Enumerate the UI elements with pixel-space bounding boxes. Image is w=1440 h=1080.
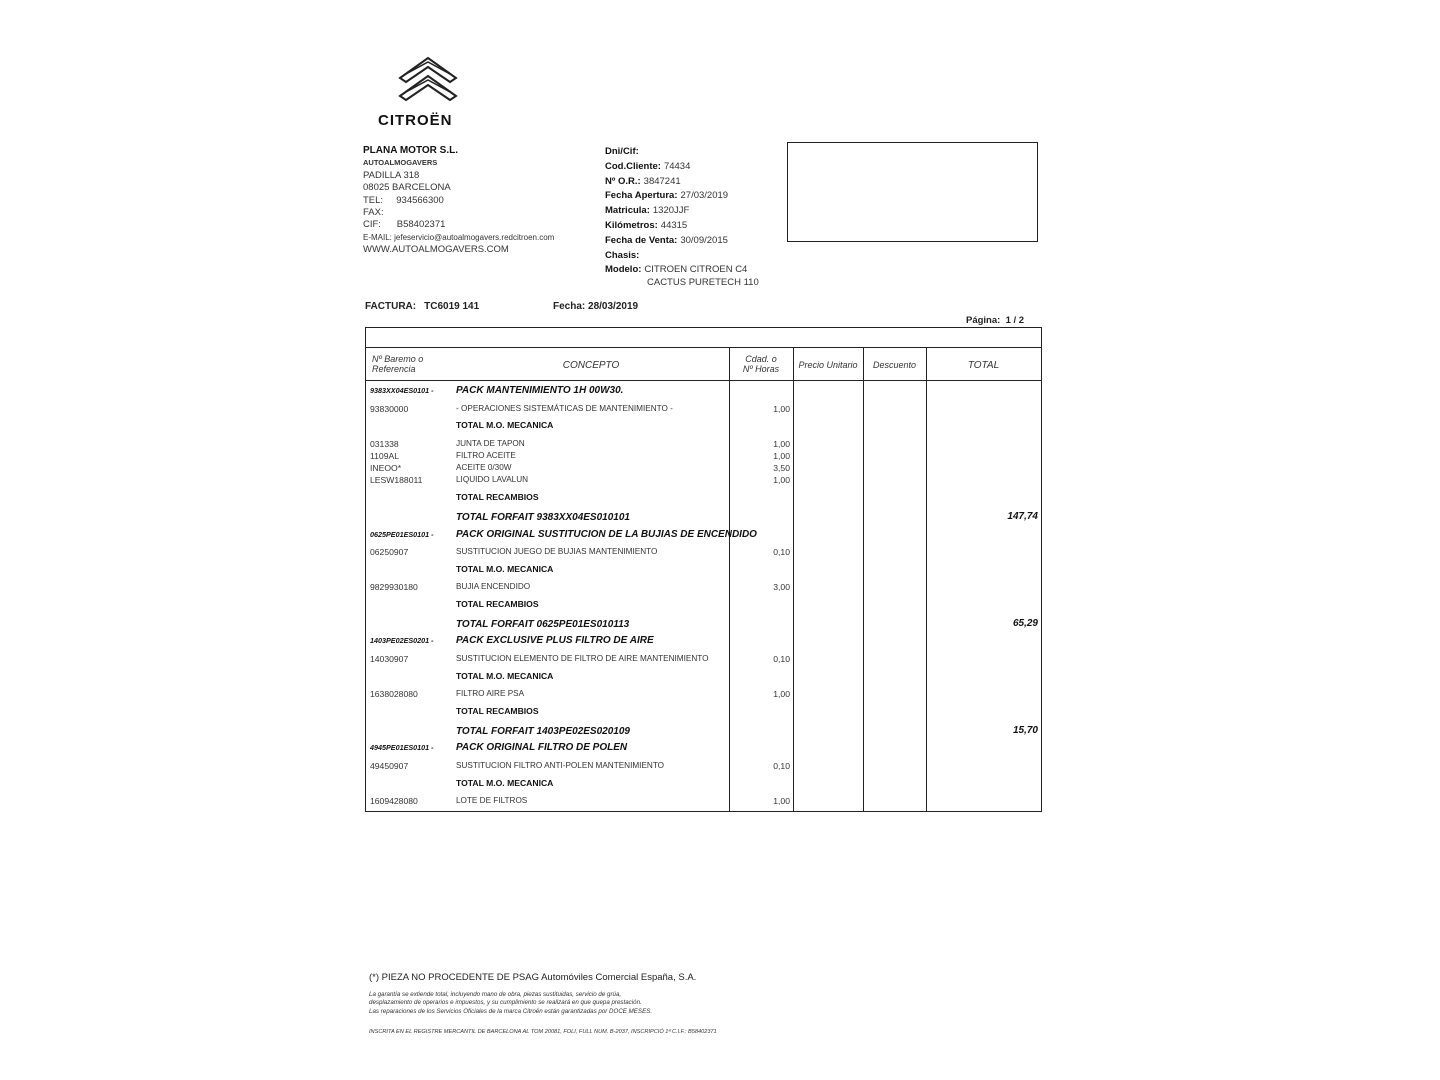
row-concept: TOTAL M.O. MECANICA [456, 671, 554, 681]
invoice-table [365, 327, 1042, 812]
citroen-double-chevron-icon [372, 52, 484, 112]
vehicle-field: Cod.Cliente: 74434 [605, 160, 691, 172]
company-address2: 08025 BARCELONA [363, 182, 451, 194]
row-reference: 0625PE01ES0101 - [370, 530, 434, 539]
row-quantity: 1,00 [773, 404, 790, 414]
customer-address-box [787, 142, 1038, 242]
row-reference: 1609428080 [370, 796, 418, 806]
vehicle-field: Dni/Cif: [605, 146, 639, 157]
row-concept: FILTRO AIRE PSA [456, 689, 525, 698]
header-ref: Nº Baremo o Referencia [372, 354, 424, 374]
header-precio: Precio Unitario [798, 360, 858, 370]
company-address1: PADILLA 318 [363, 169, 420, 181]
col-divider [926, 348, 927, 811]
company-tel: TEL: 934566300 [363, 194, 444, 206]
company-web: WWW.AUTOALMOGAVERS.COM [363, 244, 509, 256]
row-concept: TOTAL M.O. MECANICA [456, 420, 554, 430]
vehicle-field: Fecha de Venta: 30/09/2015 [605, 234, 728, 246]
row-quantity: 1,00 [773, 796, 790, 806]
dealer-name: AUTOALMOGAVERS [363, 158, 438, 168]
row-concept: TOTAL RECAMBIOS [456, 492, 539, 502]
row-concept: JUNTA DE TAPON [456, 439, 525, 448]
company-cif: CIF: B58402371 [363, 219, 446, 231]
table-top-band [366, 328, 1041, 348]
vehicle-info [605, 145, 759, 288]
vehicle-field: Modelo: CITROEN CITROEN C4 [605, 264, 748, 276]
row-quantity: 3,50 [773, 463, 790, 473]
page-indicator: Página: 1 / 2 [966, 315, 1025, 326]
brand-name: CITROËN [378, 112, 453, 129]
row-quantity: 1,00 [773, 689, 790, 699]
header-qty: Cdad. o Nº Horas [742, 354, 780, 374]
header-descuento: Descuento [872, 360, 917, 370]
col-divider [793, 348, 794, 811]
footer-note: (*) PIEZA NO PROCEDENTE DE PSAG Automóviles Comercial España, S.A. [369, 972, 697, 983]
company-name: PLANA MOTOR S.L. [363, 145, 458, 156]
row-total: 15,70 [1012, 725, 1038, 736]
row-reference: LESW188011 [370, 475, 423, 485]
row-concept: LOTE DE FILTROS [456, 796, 528, 805]
row-concept: TOTAL RECAMBIOS [456, 706, 539, 716]
company-email: E-MAIL: jefeservicio@autoalmogavers.redcitroen.com [363, 232, 555, 242]
footer-registry: INSCRITA EN EL REGISTRE MERCANTIL DE BARCELONA AL TOM 20081, FOLI, FULL NUM. B-2037, INSCRIPCIÓ 1ª C.I.F.: B58402371 [369, 1029, 717, 1035]
row-concept: TOTAL M.O. MECANICA [456, 778, 554, 788]
invoice-date: Fecha: 28/03/2019 [553, 301, 639, 312]
row-concept: TOTAL FORFAIT 0625PE01ES010113 [456, 619, 630, 630]
row-reference: 14030907 [370, 654, 409, 664]
row-reference: 1638028080 [370, 689, 418, 699]
row-concept: LIQUIDO LAVALUN [456, 475, 529, 484]
row-concept: - OPERACIONES SISTEMÁTICAS DE MANTENIMIENTO - [456, 404, 673, 413]
row-reference: 1403PE02ES0201 - [370, 636, 434, 645]
row-concept: SUSTITUCION ELEMENTO DE FILTRO DE AIRE MANTENIMIENTO [456, 654, 709, 663]
vehicle-field: Fecha Apertura: 27/03/2019 [605, 190, 729, 202]
row-reference: 93830000 [370, 404, 409, 414]
row-quantity: 1,00 [773, 451, 790, 461]
header-total: TOTAL [967, 360, 1000, 371]
row-quantity: 1,00 [773, 439, 790, 449]
row-concept: SUSTITUCION JUEGO DE BUJIAS MANTENIMIENTO [456, 547, 658, 556]
row-concept: TOTAL FORFAIT 1403PE02ES020109 [456, 726, 630, 737]
col-divider [863, 348, 864, 811]
row-quantity: 0,10 [773, 761, 790, 771]
row-concept: BUJIA ENCENDIDO [456, 582, 531, 591]
row-reference: 9829930180 [370, 582, 418, 592]
table-header-divider [366, 380, 1041, 381]
company-info [363, 145, 554, 257]
footer-legal: La garantía se extiende total, incluyendo mano de obra, piezas sustituidas, servicio de grúa, desplazamiento de operarios e impuestos, y su cumplimiento se realizará en que quepa prestación. Las reparaciones de los Servicios Oficiales de la marca Citroën están garantizadas por DOCE MESES. [369, 991, 653, 1015]
vehicle-field: Chasis: [605, 249, 640, 261]
col-divider [729, 348, 730, 811]
row-total: 65,29 [1012, 618, 1038, 629]
row-concept: PACK ORIGINAL FILTRO DE POLEN [456, 742, 628, 753]
row-concept: TOTAL RECAMBIOS [456, 599, 539, 609]
row-reference: 4945PE01ES0101 - [370, 743, 434, 752]
row-reference: 1109AL [370, 451, 399, 461]
header-concepto: CONCEPTO [562, 360, 620, 371]
citroen-logo [372, 52, 484, 117]
invoice-number: FACTURA: TC6019 141 [365, 301, 480, 312]
row-quantity: 1,00 [773, 475, 790, 485]
vehicle-field: Matricula: 1320JJF [605, 205, 690, 217]
row-concept: TOTAL M.O. MECANICA [456, 564, 554, 574]
vehicle-field: Kilómetros: 44315 [605, 219, 688, 231]
row-quantity: 0,10 [773, 654, 790, 664]
row-total: 147,74 [1007, 511, 1038, 522]
row-quantity: 3,00 [773, 582, 790, 592]
row-reference: INEOO* [370, 463, 402, 473]
row-concept: FILTRO ACEITE [456, 451, 516, 460]
row-concept: PACK MANTENIMIENTO 1H 00W30. [456, 385, 624, 396]
row-concept: ACEITE 0/30W [456, 463, 512, 472]
vehicle-field: Nº O.R.: 3847241 [605, 175, 681, 187]
row-concept: PACK ORIGINAL SUSTITUCION DE LA BUJIAS DE ENCENDIDO [456, 529, 757, 540]
row-concept: PACK EXCLUSIVE PLUS FILTRO DE AIRE [456, 635, 654, 646]
row-reference: 9383XX04ES0101 - [370, 386, 434, 395]
row-concept: TOTAL FORFAIT 9383XX04ES010101 [456, 512, 630, 523]
row-reference: 49450907 [370, 761, 409, 771]
row-reference: 06250907 [370, 547, 409, 557]
row-concept: SUSTITUCION FILTRO ANTI-POLEN MANTENIMIENTO [456, 761, 665, 770]
company-fax: FAX: [363, 207, 384, 219]
row-reference: 031338 [370, 439, 399, 449]
vehicle-model-line2: CACTUS PURETECH 110 [647, 277, 759, 289]
row-quantity: 0,10 [773, 547, 790, 557]
